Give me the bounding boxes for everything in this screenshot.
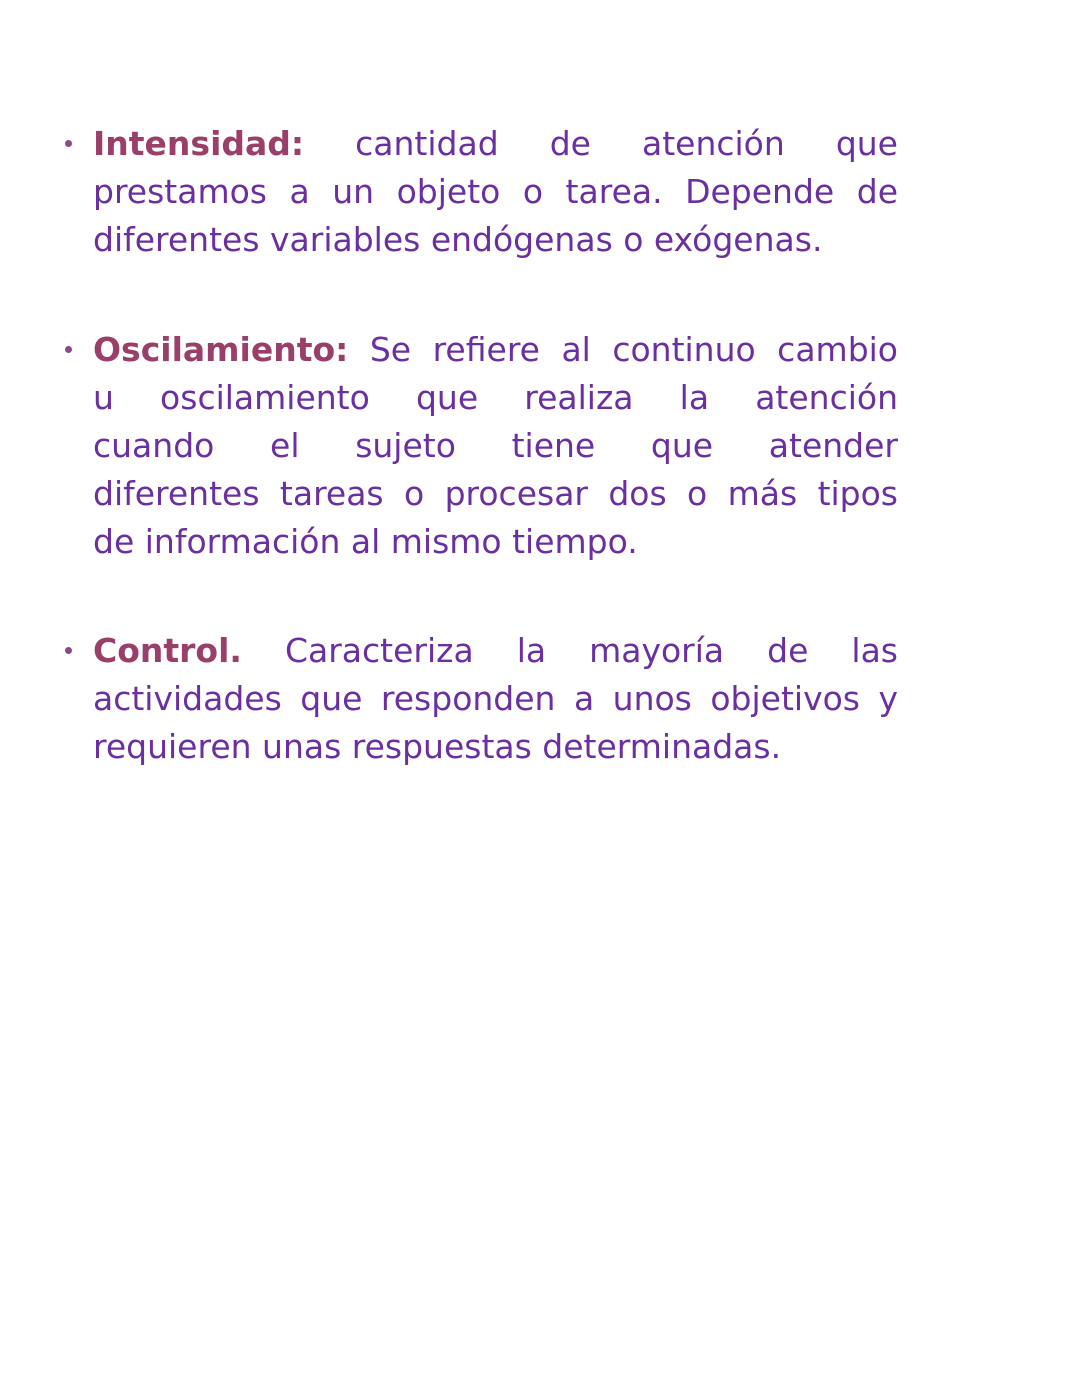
item-line: prestamos a un objeto o tarea. Depende de [93, 172, 898, 211]
item-line [93, 326, 898, 374]
bullet-icon [65, 346, 72, 353]
item-line: diferentes tareas o procesar dos o más tipos [93, 474, 898, 513]
bullet-item-intensidad [93, 120, 898, 264]
item-line: cuando el sujeto tiene que atender [93, 426, 898, 465]
bullet-item-control [93, 627, 898, 771]
item-line [93, 120, 898, 168]
item-line: diferentes variables endógenas o exógenas. [93, 220, 823, 259]
item-line: requieren unas respuestas determinadas. [93, 727, 782, 766]
item-term: Oscilamiento: [93, 330, 349, 369]
item-text: Caracteriza la mayoría de las [284, 631, 898, 670]
item-line: actividades que responden a unos objetivos y [93, 679, 898, 718]
item-line: u oscilamiento que realiza la atención [93, 378, 898, 417]
item-term: Intensidad: [93, 124, 305, 163]
item-term: Control. [93, 631, 242, 670]
bullet-item-oscilamiento [93, 326, 898, 566]
item-text: cantidad de atención que [355, 124, 898, 163]
item-text: Se refiere al continuo cambio [369, 330, 898, 369]
item-line [93, 627, 898, 675]
bullet-icon [65, 647, 72, 654]
bullet-icon [65, 140, 72, 147]
item-line: de información al mismo tiempo. [93, 522, 638, 561]
